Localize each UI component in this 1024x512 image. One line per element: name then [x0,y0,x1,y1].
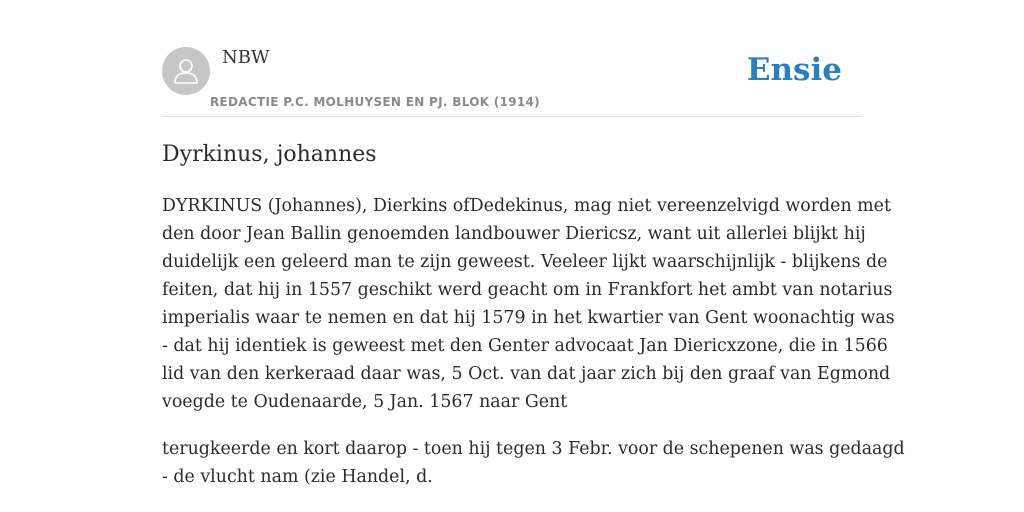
paragraph-line: - de vlucht nam (zie Handel, d. [162,467,433,487]
paragraph-line: duidelijk een geleerd man te zijn geweest. Veeleer lijkt waarschijnlijk - blijkens de [162,252,888,272]
paragraph-line: den door Jean Ballin genoemden landbouwer Diericsz, want uit allerlei blijkt hij [162,224,866,244]
paragraph-line: voegde te Oudenaarde, 5 Jan. 1567 naar Gent [162,392,568,412]
paragraph-line: terugkeerde en kort daarop - toen hij tegen 3 Febr. voor de schepenen was gedaagd [162,439,905,459]
user-icon [173,57,199,85]
article-paragraph-2 [162,435,905,491]
article-header [162,44,862,117]
author-name[interactable]: NBW [222,47,270,68]
paragraph-line: feiten, dat hij in 1557 geschikt werd geacht om in Frankfort het ambt van notarius [162,280,893,300]
article-title: Dyrkinus, johannes [162,142,377,167]
paragraph-line: imperialis waar te nemen en dat hij 1579 in het kwartier van Gent woonachtig was [162,308,895,328]
author-avatar[interactable] [162,47,210,95]
paragraph-line: lid van den kerkeraad daar was, 5 Oct. van dat jaar zich bij den graaf van Egmond [162,364,891,384]
ensie-logo[interactable]: Ensie [746,52,842,88]
paragraph-line: - dat hij identiek is geweest met den Genter advocaat Jan Diericxzone, die in 1566 [162,336,888,356]
paragraph-line: DYRKINUS (Johannes), Dierkins ofDedekinus, mag niet vereenzelvigd worden met [162,196,891,216]
article-paragraph-1 [162,192,895,416]
source-attribution: REDACTIE P.C. MOLHUYSEN EN PJ. BLOK (1914) [210,95,540,109]
